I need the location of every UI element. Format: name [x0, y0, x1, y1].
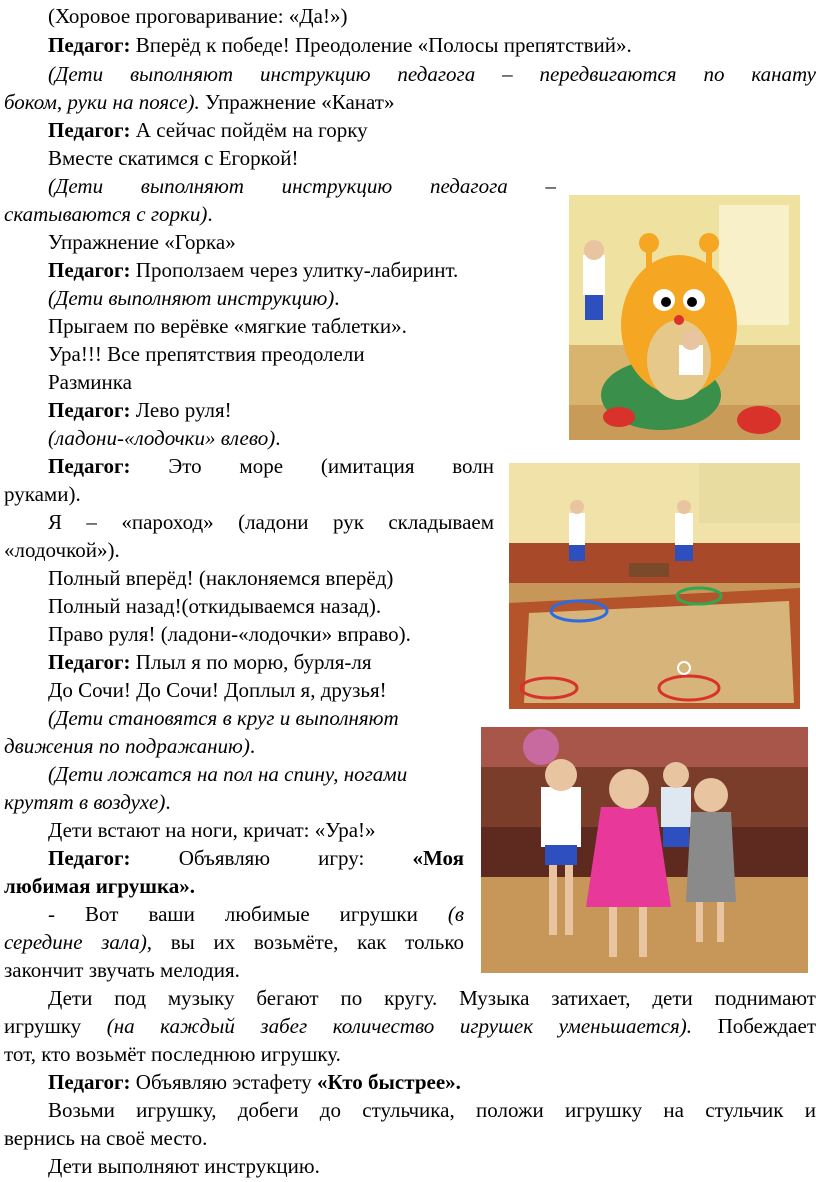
text-line: (Дети ложатся на пол на спину, ногами: [48, 762, 408, 786]
text-line: Педагог: Лево руля!: [48, 398, 232, 422]
text-line: движения по подражанию).: [4, 734, 256, 758]
speaker-label: Педагог:: [48, 454, 131, 478]
text-line: Педагог: Объявляю игру: «Моя: [48, 846, 464, 870]
text-line: (ладони-«лодочки» влево).: [48, 426, 281, 450]
photo-gym-hoops: [509, 463, 800, 709]
text-line: (Дети выполняют инструкцию).: [48, 286, 340, 310]
text-line: середине зала), вы их возьмёте, как только: [4, 930, 464, 954]
text-line: (Дети выполняют инструкцию педагога –: [48, 174, 556, 198]
text-line: руками).: [4, 482, 81, 506]
relay-title: «Кто быстрее».: [317, 1070, 461, 1094]
text-line: (Дети выполняют инструкцию педагога – передвигаются по канату: [48, 62, 816, 86]
text-line: Ура!!! Все препятствия преодолели: [48, 342, 365, 366]
speaker-label: Педагог:: [48, 846, 131, 870]
text-line: - Вот ваши любимые игрушки (в: [48, 902, 464, 926]
text-line: Педагог: Это море (имитация волн: [48, 454, 494, 478]
text-line: (Хоровое проговаривание: «Да!»): [48, 4, 348, 28]
text-line: Упражнение «Горка»: [48, 230, 236, 254]
text-line: [4, 872, 195, 900]
text-line: вернись на своё место.: [4, 1126, 208, 1150]
text-line: боком, руки на поясе). Упражнение «Канат»: [4, 90, 395, 114]
section-heading: Разминка: [48, 370, 132, 394]
text-line: игрушку (на каждый забег количество игрушек уменьшается). Побеждает: [4, 1014, 816, 1038]
text-line: Педагог: Плыл я по морю, бурля-ля: [48, 650, 372, 674]
text-line: Прыгаем по верёвке «мягкие таблетки».: [48, 314, 407, 338]
text-line: крутят в воздухе).: [4, 790, 171, 814]
text-line: До Сочи! До Сочи! Доплыл я, друзья!: [48, 678, 387, 702]
game-title: «Моя: [412, 846, 464, 870]
photo-snail-tunnel: [569, 195, 800, 440]
text-line: «лодочкой»).: [4, 538, 120, 562]
speaker-label: Педагог:: [48, 398, 131, 422]
text-line: Дети под музыку бегают по кругу. Музыка затихает, дети поднимают: [48, 986, 816, 1010]
text-line: Возьми игрушку, добеги до стульчика, положи игрушку на стульчик и: [48, 1098, 816, 1122]
speaker-label: Педагог:: [48, 258, 131, 282]
game-title: любимая игрушка».: [4, 874, 195, 898]
text-line: скатываются с горки).: [4, 202, 213, 226]
text-line: Дети выполняют инструкцию.: [48, 1154, 320, 1178]
text-line: Я – «пароход» (ладони рук складываем: [48, 510, 494, 534]
speaker-label: Педагог:: [48, 118, 131, 142]
photo-children: [481, 727, 808, 973]
text-line: Педагог: А сейчас пойдём на горку: [48, 118, 368, 142]
text-line: (Дети становятся в круг и выполняют: [48, 706, 399, 730]
text-line: Полный вперёд! (наклоняемся вперёд): [48, 566, 394, 590]
text-line: Вместе скатимся с Егоркой!: [48, 146, 299, 170]
text-line: Педагог: Вперёд к победе! Преодоление «Полосы препятствий».: [48, 33, 632, 57]
speaker-label: Педагог:: [48, 1070, 131, 1094]
text-line: Дети встают на ноги, кричат: «Ура!»: [48, 818, 376, 842]
text-line: закончит звучать мелодия.: [4, 958, 240, 982]
text-line: Педагог: Объявляю эстафету «Кто быстрее».: [48, 1070, 461, 1094]
text-line: Полный назад!(откидываемся назад).: [48, 594, 382, 618]
text-line: Право руля! (ладони-«лодочки» вправо).: [48, 622, 411, 646]
text-line: тот, кто возьмёт последнюю игрушку.: [4, 1042, 341, 1066]
speaker-label: Педагог:: [48, 33, 131, 57]
text-line: Педагог: Проползаем через улитку-лабиринт.: [48, 258, 459, 282]
speaker-label: Педагог:: [48, 650, 131, 674]
